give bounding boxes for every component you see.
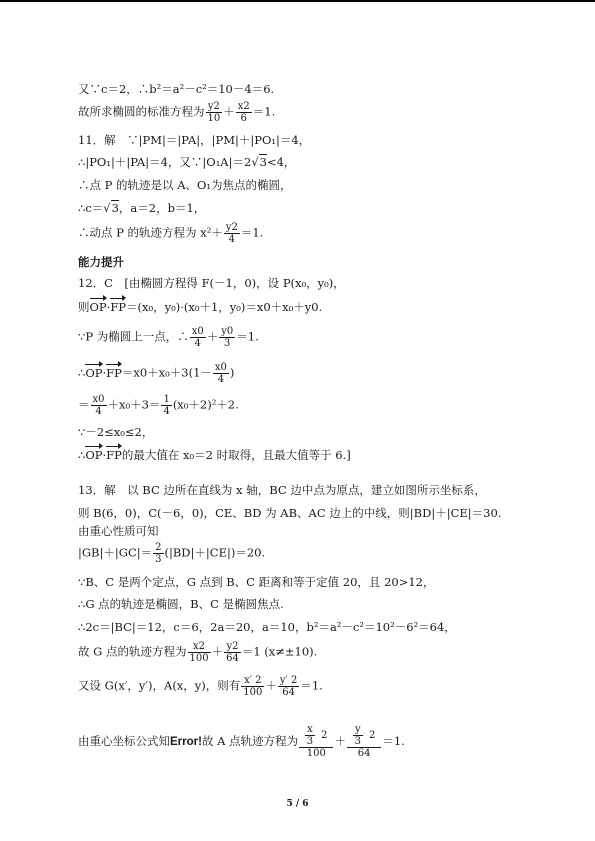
section-heading: 能力提升 — [78, 255, 124, 269]
denominator: 100 — [189, 653, 209, 664]
fraction — [161, 394, 171, 417]
numerator: x0 — [191, 326, 204, 337]
denominator: 10 — [207, 113, 221, 124]
fraction — [299, 724, 333, 760]
dot-operator: · — [102, 365, 107, 380]
numerator: y0 — [221, 326, 234, 337]
text: ∴动点 P 的轨迹方程为 x²＋ — [78, 225, 223, 240]
text: ) — [229, 365, 235, 380]
fraction — [153, 542, 163, 565]
vector-op: OP — [89, 300, 107, 314]
exponent: 2 — [321, 730, 328, 741]
text-line — [78, 155, 295, 169]
text: ＋x₀＋3＝ — [107, 397, 161, 412]
text-line — [78, 448, 351, 462]
denominator: 4 — [163, 406, 170, 417]
sqrt-symbol: √ — [103, 201, 111, 215]
text-line — [78, 222, 263, 245]
text-line: ∴点 P 的轨迹是以 A、O₁为焦点的椭圆， — [78, 178, 292, 192]
text: 故 G 点的轨迹方程为 — [78, 644, 187, 659]
fraction — [219, 326, 235, 349]
text: <4， — [266, 155, 296, 169]
dot-operator: · — [106, 300, 111, 314]
text: (|BD|＋|CE|)＝20. — [164, 545, 266, 560]
numerator: x2 — [188, 641, 211, 653]
text: ∵P 为椭圆上一点，∴ — [78, 329, 189, 344]
text: ，a＝2，b＝1， — [118, 201, 206, 215]
text-line: 则 B(6，0)，C(－6，0)，CE、BD 为 AB、AC 边上的中线，则|BD|＋|CE|＝30. — [78, 506, 502, 520]
fraction — [236, 101, 252, 124]
denominator: 64 — [282, 687, 295, 698]
text-line: ∴G 点的轨迹是椭圆，B、C 是椭圆焦点. — [78, 597, 284, 611]
denominator: 3 — [224, 338, 231, 349]
text-line — [78, 101, 275, 124]
text: ∴ — [78, 448, 86, 462]
text-line: 11．解 ∵|PM|＝|PA|，|PM|＋|PO₁|＝4， — [78, 133, 311, 147]
fraction — [224, 641, 241, 664]
text: ＝1. — [252, 104, 276, 119]
numerator: x0 — [214, 362, 227, 373]
fraction — [278, 675, 299, 698]
vector-op: OP — [85, 448, 103, 462]
text: ∴ — [78, 365, 86, 380]
text: |GB|＋|GC|＝ — [78, 545, 153, 560]
vector-fp: FP — [106, 448, 122, 462]
text-line — [78, 394, 239, 417]
denominator: 100 — [306, 748, 326, 759]
sqrt-radicand: 3 — [111, 201, 119, 215]
plus-sign: ＋ — [223, 104, 235, 119]
fraction — [224, 222, 240, 245]
text-line: 12．C [由椭圆方程得 F(－1，0)，设 P(x₀，y₀)， — [78, 276, 345, 290]
numerator: y2 — [206, 101, 223, 113]
text: ＝1. — [240, 225, 264, 240]
text-line — [78, 326, 259, 349]
denominator: 3 — [155, 554, 162, 565]
denominator: 4 — [217, 374, 225, 385]
text: ＝ — [78, 397, 90, 412]
text: ∴c＝ — [78, 201, 104, 215]
text-line: 由重心性质可知 — [78, 524, 159, 538]
text: 的最大值在 x₀＝2 时取得，且最大值等于 6.] — [121, 448, 351, 462]
sqrt-radicand: 3 — [259, 155, 267, 169]
inner-denominator: 3 — [306, 736, 314, 747]
fraction — [91, 394, 107, 417]
inner-fraction — [353, 724, 363, 747]
denominator: 4 — [95, 406, 102, 417]
text-line: ∵B、C 是两个定点，G 点到 B、C 距离和等于定值 20，且 20>12， — [78, 575, 435, 589]
fraction — [213, 362, 229, 385]
numerator: 1 — [163, 394, 170, 405]
text-line: ∵－2≤x₀≤2， — [78, 425, 154, 439]
denominator: 6 — [240, 113, 247, 124]
inner-denominator: 3 — [354, 736, 361, 747]
denominator: 64 — [357, 748, 371, 759]
text: ＝(x₀，y₀)·(x₀＋1，y₀)＝x0＋x₀＋y0. — [126, 300, 323, 314]
denominator: 64 — [226, 653, 239, 664]
text-line — [78, 724, 405, 760]
numerator — [347, 724, 381, 748]
text: 又设 G(x′，y′)，A(x，y)，则有 — [78, 678, 241, 693]
text: 则 — [78, 300, 90, 314]
numerator: x′ 2 — [241, 675, 264, 687]
text-line — [78, 300, 322, 314]
error-text: Error! — [170, 736, 202, 748]
text: ＝1 (x≠±10). — [241, 644, 318, 659]
plus-sign: ＋ — [334, 734, 346, 748]
numerator: x0 — [92, 394, 105, 405]
plus-sign: ＋ — [211, 644, 224, 659]
text-line — [78, 675, 323, 698]
text: ＝x0＋x₀＋3(1－ — [121, 365, 212, 380]
numerator: 2 — [155, 542, 162, 553]
numerator: x2 — [237, 101, 250, 112]
inner-fraction — [305, 724, 315, 747]
fraction — [188, 641, 211, 664]
text-line — [78, 641, 317, 664]
fraction — [241, 675, 264, 698]
text: ＝1. — [236, 329, 259, 344]
dot-operator: · — [102, 448, 107, 462]
text-line — [78, 201, 205, 215]
text: ＝1. — [300, 678, 323, 693]
text-line: 13．解 以 BC 边所在直线为 x 轴，BC 边中点为原点，建立如图所示坐标系， — [78, 483, 486, 497]
text: ∴|PO₁|＋|PA|＝4，又∵|O₁A|＝2 — [78, 155, 252, 169]
header-rule — [0, 0, 595, 2]
denominator: 100 — [243, 687, 263, 698]
vector-fp: FP — [110, 300, 127, 314]
text-line — [78, 362, 234, 385]
numerator: y2 — [225, 222, 238, 233]
text: ＝1. — [382, 734, 405, 748]
vector-fp: FP — [106, 365, 122, 380]
inner-numerator: y — [354, 724, 361, 735]
text: 故所求椭圆的标准方程为 — [78, 104, 205, 119]
fraction — [347, 724, 381, 760]
text-line: 又∵c＝2，∴b²＝a²－c²＝10－4＝6. — [78, 82, 275, 96]
vector-op: OP — [85, 365, 103, 380]
fraction — [190, 326, 206, 349]
numerator: y′ 2 — [279, 675, 298, 686]
fraction — [206, 101, 223, 124]
text: (x₀＋2)²＋2. — [172, 397, 239, 412]
text-line: ∴2c＝|BC|＝12，c＝6，2a＝20，a＝10，b²＝a²－c²＝10²－6²＝64， — [78, 620, 456, 634]
numerator — [299, 724, 333, 748]
plus-sign: ＋ — [206, 329, 219, 344]
page-number: 5 / 6 — [286, 799, 309, 809]
denominator: 4 — [228, 234, 235, 245]
numerator: y2 — [224, 641, 241, 653]
text: 由重心坐标公式知 — [78, 734, 170, 748]
plus-sign: ＋ — [265, 678, 277, 693]
exponent: 2 — [368, 730, 376, 741]
sqrt-symbol: √ — [251, 155, 259, 169]
text-line — [78, 542, 265, 565]
text: 故 A 点轨迹方程为 — [201, 734, 299, 748]
denominator: 4 — [194, 338, 201, 349]
inner-numerator: x — [307, 724, 313, 735]
